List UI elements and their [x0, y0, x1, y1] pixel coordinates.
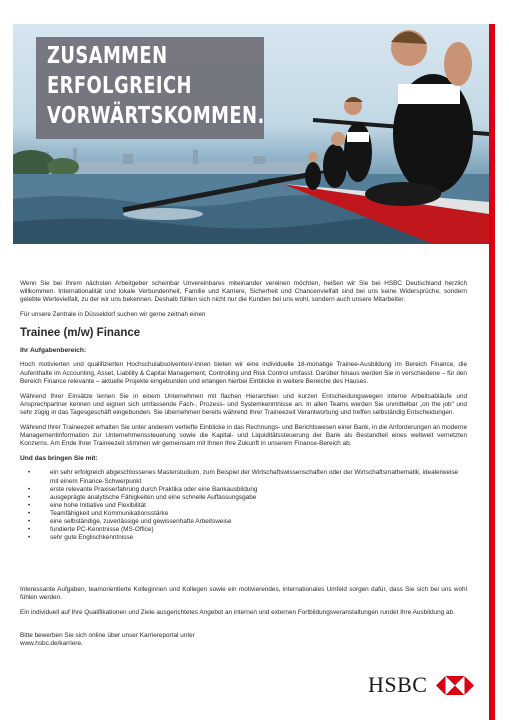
job-posting-body	[20, 280, 467, 648]
requirement-item: • eine selbständige, zuverlässige und gewissenhafte Arbeitsweise	[50, 518, 467, 526]
offer-paragraph-1: Interessante Aufgaben, teamorientierte Kolleginnen und Kollegen sowie ein motivierendes, internationales Umfeld sorgen dafür, dass Sie sich bei uns wohl fühlen werden.	[20, 586, 467, 602]
requirement-item: • ausgeprägte analytische Fähigkeiten und eine schnelle Auffassungsgabe	[50, 494, 467, 502]
requirement-item: • Teamfähigkeit und Kommunikationsstärke	[50, 510, 467, 518]
tasks-paragraph-2: Während Ihrer Einsätze lernen Sie in einem Unternehmen mit flachen Hierarchien und kurzen Entscheidungswegen interne Arbeitsabläufe und Ansprechpartner kennen und eignen sich umfassende Fach-, Prozess- und Systemkenntnisse an. In allen Teams werden Sie unmittelbar „on the job" und sehr zügig in das Tagesgeschäft eingebunden. Sie übernehmen bereits während Ihrer Traineezeit Verantwortung und treffen selbständig Entscheidungen.	[20, 392, 467, 416]
hsbc-logo	[368, 674, 478, 696]
job-title: Trainee (m/w) Finance	[20, 327, 141, 340]
tasks-paragraph-1: Hoch motivierten und qualifizierten Hochschulabsolventen/-innen bieten wir eine individuelle 18-monatige Trainee-Ausbildung im Bereich Finance, die Aufenthalte im Accounting, Asset, Liability & Capital Management, Controlling und Risk Control umfasst. Darüber hinaus werden Sie in verschiedene – für den Bereich Finance relevante – aktuelle Projekte eingebunden und erlangen hierbei Einblicke in weitere Bereiche des Hauses.	[20, 361, 467, 385]
requirements-list	[20, 469, 467, 542]
headline-line-1: ZUSAMMEN	[47, 43, 168, 69]
requirement-item: • eine hohe Initiative und Flexibilität	[50, 502, 467, 510]
hexagon-icon	[436, 676, 474, 695]
location-line: Für unsere Zentrale in Düsseldorf suchen wir gerne zeitnah einen	[20, 311, 206, 319]
hero-image	[13, 24, 489, 244]
intro-paragraph: Wenn Sie bei Ihrem nächsten Arbeitgeber scheinbar Unvereinbares miteinander vereinen möchten, heißen wir Sie bei HSBC Deutschland herzlich willkommen. Internationalität und lokale Verbundenheit, Familie und Karriere, Sicherheit und Chancenvielfalt sind bei uns keine Widersprüche, sondern gelebte Wertevielfalt, zu der wir uns bekennen. Deshalb fühlen sich nicht nur die Kunden bei uns wohl, sondern auch unsere Mitarbeiter.	[20, 280, 467, 304]
offer-paragraph-2: Ein individuell auf Ihre Qualifikationen und Ziele ausgerichtetes Angebot an internen und externen Fortbildungsveranstaltungen rundet Ihre Ausbildung ab.	[20, 609, 455, 617]
requirement-item: • fundierte PC-Kenntnisse (MS-Office)	[50, 526, 467, 534]
requirement-item: • sehr gute Englischkenntnisse	[50, 534, 467, 542]
hsbc-logo-text: HSBC	[368, 672, 428, 697]
tasks-heading: Ihr Aufgabenbereich:	[20, 347, 87, 355]
red-accent-bar	[489, 24, 495, 720]
requirement-item: • erste relevante Praxiserfahrung durch Praktika oder eine Bankausbildung	[50, 486, 467, 494]
tasks-paragraph-3: Während Ihrer Traineezeit erhalten Sie unter anderem vertiefte Einblicke in das Rechnungs- und Berichtswesen einer Bank, in die Anforderungen an moderne Managementinformation zur Unternehmenssteuerung sowie die Kapital- und Liquiditätssteuerung der Bank als Bestandteil eines weltweit vernetzten Konzerns. Am Ende Ihrer Traineezeit stimmen wir gemeinsam mit Ihnen Ihre Zukunft in unserem Finance-Bereich ab.	[20, 424, 467, 448]
career-link[interactable]: www.hsbc.de/karriere.	[20, 639, 83, 647]
apply-line-1: Bitte bewerben Sie sich online über unser Karriereportal unter	[20, 631, 195, 639]
apply-text	[20, 632, 467, 648]
headline-line-3: VORWÄRTSKOMMEN.	[47, 103, 265, 129]
requirement-item: • ein sehr erfolgreich abgeschlossenes Masterstudium, zum Beispiel der Wirtschaftswissenschaften oder der Wirtschaftsmathematik, idealerweise mit einem Finance-Schwerpunkt	[50, 469, 467, 485]
headline-line-2: ERFOLGREICH	[47, 73, 192, 99]
profile-heading: Und das bringen Sie mit:	[20, 455, 98, 463]
headline-box	[36, 37, 264, 139]
